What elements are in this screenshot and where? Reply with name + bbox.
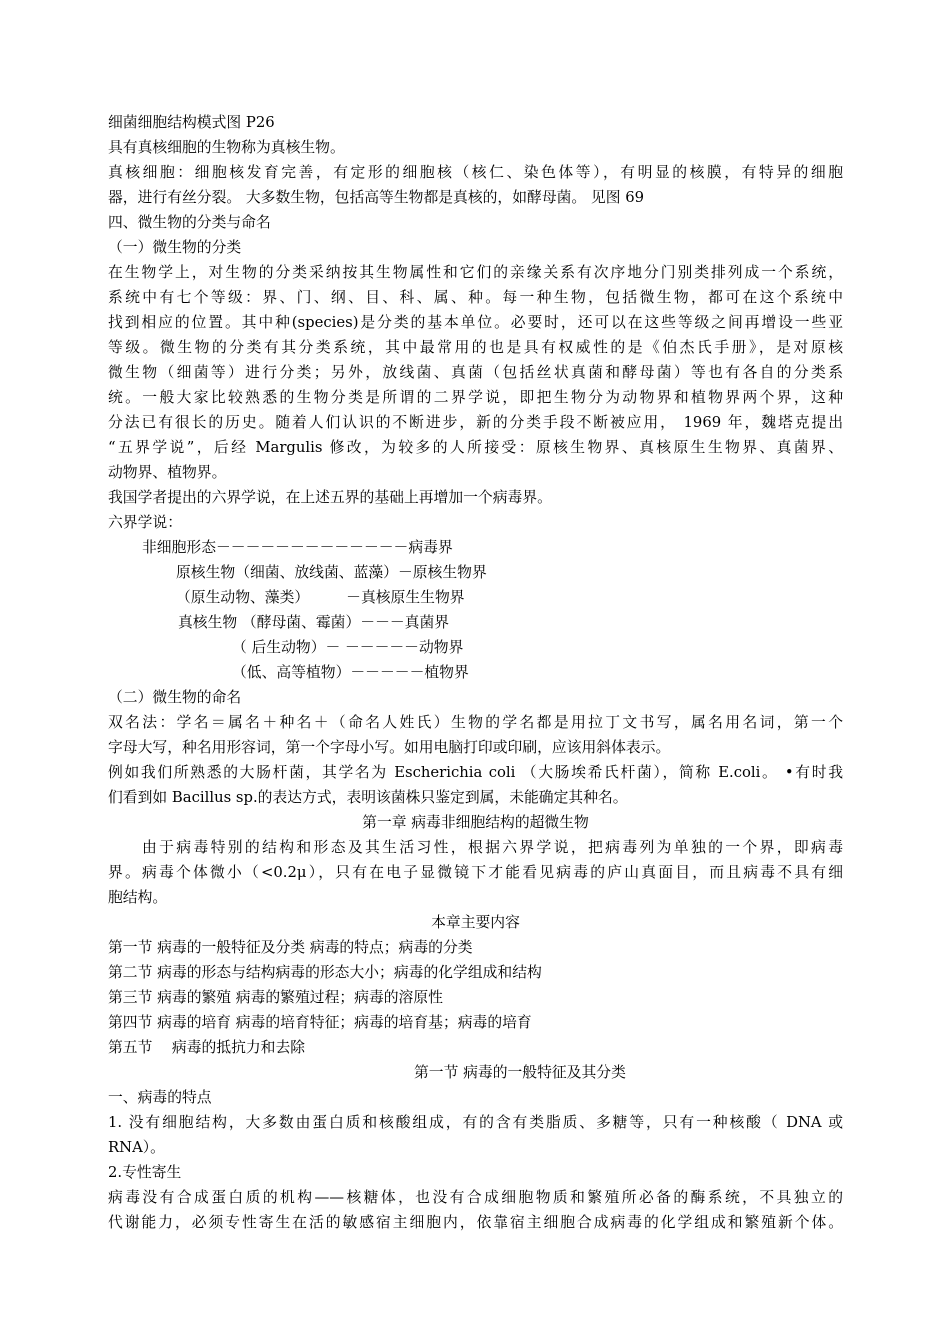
kingdom-line: 真核生物 （酵母菌、霉菌）－－－真菌界 (178, 614, 450, 631)
kingdom-line: 非细胞形态－－－－－－－－－－－－－病毒界 (142, 539, 453, 556)
text-line: 器，进行有丝分裂。 大多数生物，包括高等生物都是真核的，如酵母菌。 见图 69 (108, 189, 645, 206)
section-title: 第一节 病毒的一般特征及其分类 (414, 1064, 626, 1081)
section-heading: 四、微生物的分类与命名 (108, 214, 271, 231)
kingdom-line: 原核生物（细菌、放线菌、蓝藻）－原核生物界 (176, 564, 487, 581)
subsection-heading: （一）微生物的分类 (108, 239, 242, 256)
contents-item: 第三节 病毒的繁殖 病毒的繁殖过程；病毒的溶原性 (108, 989, 443, 1006)
text-line: 们看到如 Bacillus sp.的表达方式，表明该菌株只鉴定到属，未能确定其种名。 (108, 789, 628, 806)
text-line: “五界学说”，后经 Margulis 修改，为较多的人所接受：原核生物界、真核原生生物界、真菌界、 (108, 439, 843, 456)
contents-item: 第五节 病毒的抵抗力和去除 (108, 1039, 306, 1056)
text-line: 胞结构。 (108, 889, 168, 906)
text-line: 界。病毒个体微小（<0.2μ），只有在电子显微镜下才能看见病毒的庐山真面目，而且病毒不具有细 (108, 864, 843, 881)
text-line: 等级。微生物的分类有其分类系统，其中最常用的也是具有权威性的是《伯杰氏手册》，是对原核 (108, 339, 843, 356)
text-line: 分法已有很长的历史。随着人们认识的不断进步，新的分类手段不断被应用， 1969 年，魏塔克提出 (108, 414, 843, 431)
kingdom-line: （低、高等植物）－－－－－植物界 (232, 664, 469, 681)
text-line: 真核细胞：细胞核发育完善，有定形的细胞核（核仁、染色体等），有明显的核膜，有特异的细胞 (108, 164, 843, 181)
kingdom-line: （原生动物、藻类） －真核原生生物界 (176, 589, 465, 606)
text-line: 微生物（细菌等）进行分类；另外，放线菌、真菌（包括丝状真菌和酵母菌）等也有各自的分类系 (108, 364, 843, 381)
text-line: 具有真核细胞的生物称为真核生物。 (108, 139, 345, 156)
document-page (108, 110, 843, 1235)
text-line: 病毒没有合成蛋白质的机构——核糖体，也没有合成细胞物质和繁殖所必备的酶系统，不具独立的 (108, 1189, 843, 1206)
text-line: 找到相应的位置。其中种(species)是分类的基本单位。必要时，还可以在这些等级之间再增设一些亚 (108, 314, 843, 331)
text-line: 代谢能力，必须专性寄生在活的敏感宿主细胞内，依靠宿主细胞合成病毒的化学组成和繁殖新个体。 (108, 1214, 843, 1231)
text-line: RNA）。 (108, 1139, 165, 1156)
subsection-heading: （二）微生物的命名 (108, 689, 242, 706)
text-line: 例如我们所熟悉的大肠杆菌，其学名为 Escherichia coli （大肠埃希氏杆菌），简称 E.coli。 •有时我 (108, 764, 843, 781)
contents-item: 第二节 病毒的形态与结构病毒的形态大小；病毒的化学组成和结构 (108, 964, 542, 981)
text-line: 六界学说： (108, 514, 182, 531)
kingdom-line: （ 后生动物）－ －－－－－动物界 (232, 639, 464, 656)
chapter-title: 第一章 病毒非细胞结构的超微生物 (362, 814, 589, 831)
text-line: 字母大写，种名用形容词，第一个字母小写。如用电脑打印或印刷，应该用斜体表示。 (108, 739, 671, 756)
text-line: 统。一般大家比较熟悉的生物分类是所谓的二界学说，即把生物分为动物界和植物界两个界，这种 (108, 389, 843, 406)
section-heading: 一、病毒的特点 (108, 1089, 212, 1106)
text-line: 1. 没有细胞结构，大多数由蛋白质和核酸组成，有的含有类脂质、多糖等，只有一种核酸（ DNA 或 (108, 1114, 843, 1131)
text-line: 细菌细胞结构模式图 P26 (108, 114, 275, 131)
text-line: 由于病毒特别的结构和形态及其生活习性，根据六界学说，把病毒列为单独的一个界，即病毒 (142, 839, 843, 856)
text-line: 系统中有七个等级：界、门、纲、目、科、属、种。每一种生物，包括微生物，都可在这个系统中 (108, 289, 843, 306)
contents-item: 第一节 病毒的一般特征及分类 病毒的特点；病毒的分类 (108, 939, 473, 956)
text-line: 在生物学上，对生物的分类采纳按其生物属性和它们的亲缘关系有次序地分门别类排列成一个系统， (108, 264, 843, 281)
text-line: 动物界、植物界。 (108, 464, 227, 481)
contents-item: 第四节 病毒的培育 病毒的培育特征；病毒的培育基；病毒的培育 (108, 1014, 532, 1031)
chapter-contents-title: 本章主要内容 (431, 914, 520, 931)
text-line: 2.专性寄生 (108, 1164, 182, 1181)
text-line: 双名法：学名＝属名＋种名＋（命名人姓氏）生物的学名都是用拉丁文书写，属名用名词，第一个 (108, 714, 843, 731)
text-line: 我国学者提出的六界学说，在上述五界的基础上再增加一个病毒界。 (108, 489, 552, 506)
